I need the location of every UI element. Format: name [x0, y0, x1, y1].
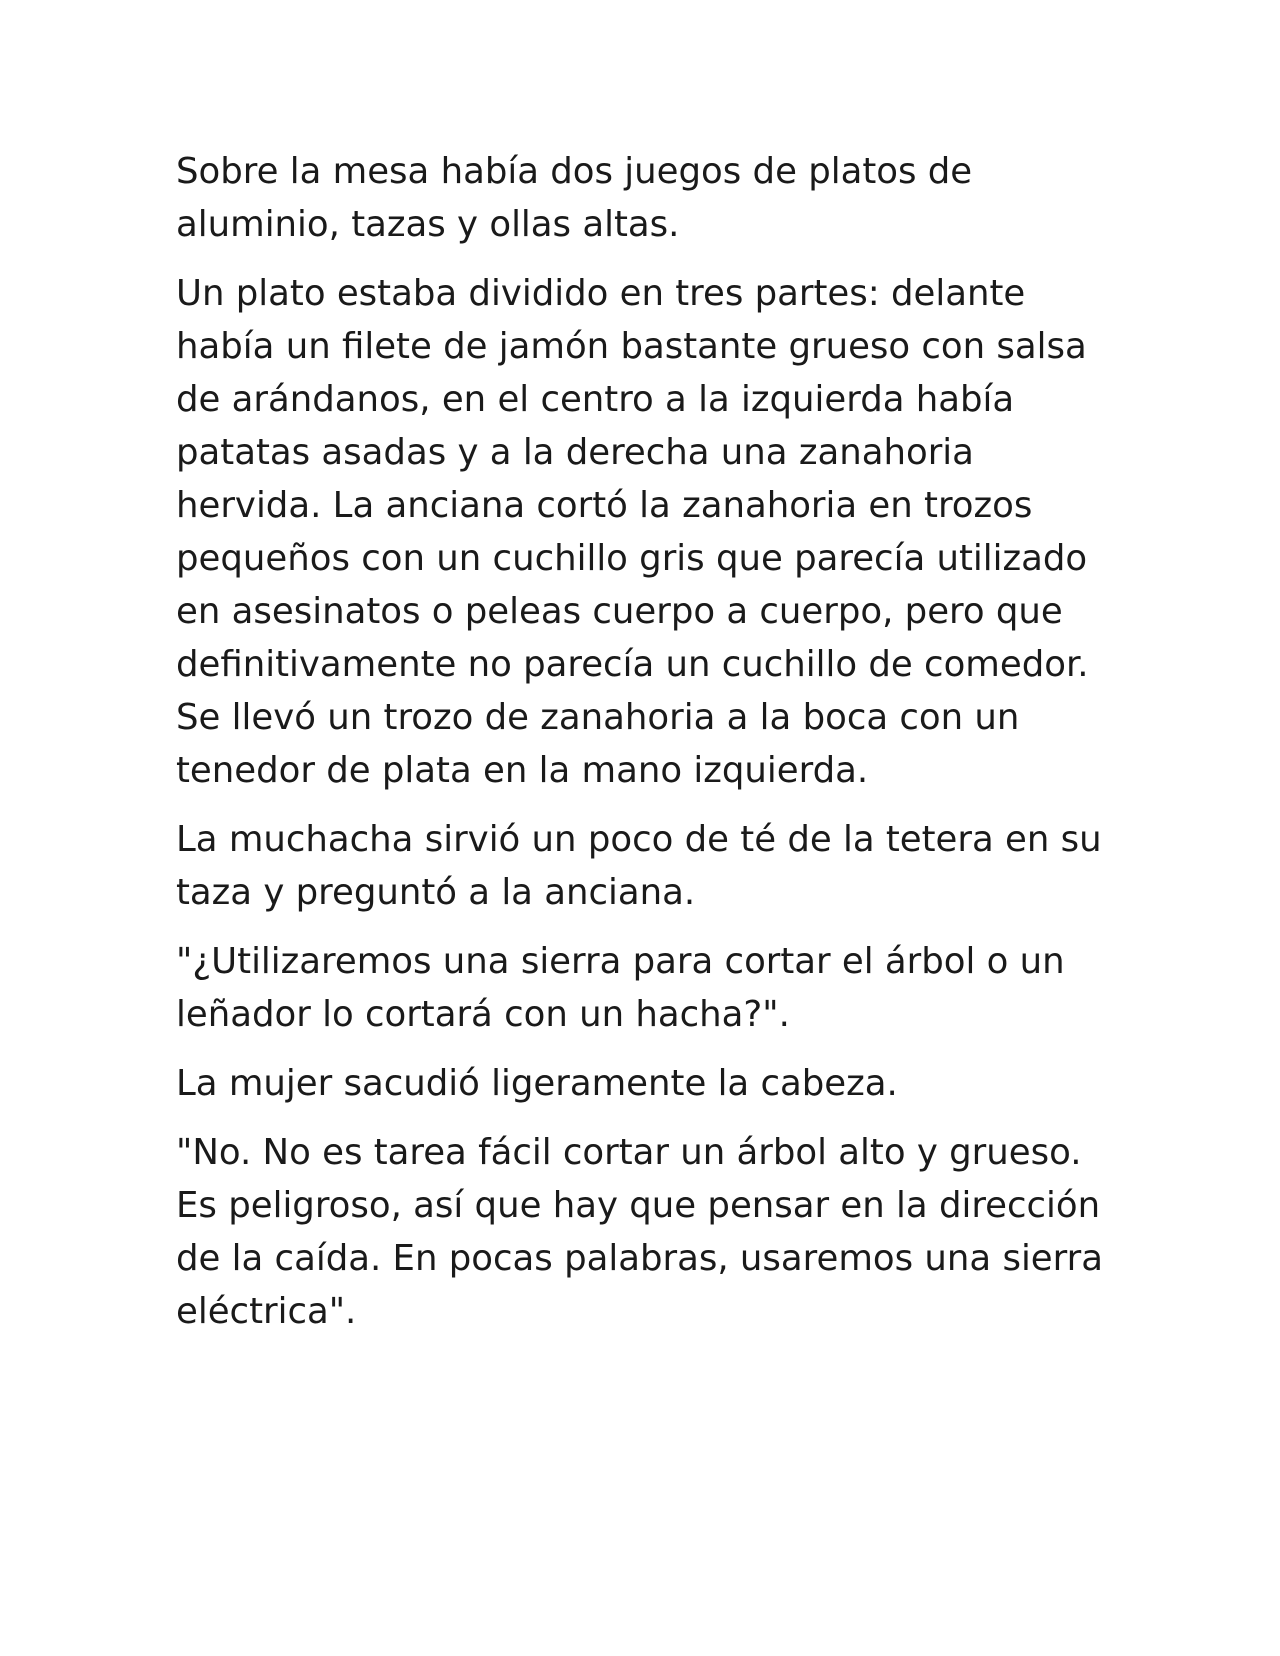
paragraph-2: Un plato estaba dividido en tres partes: delante había un filete de jamón bastante grueso con salsa de arándanos, en el centro a la izquierda había patatas asadas y a la derecha una zanahoria hervida. La anciana cortó la zanahoria en trozos pequeños con un cuchillo gris que parecía utilizado en asesinatos o peleas cuerpo a cuerpo, pero que definitivamente no parecía un cuchillo de comedor. Se llevó un trozo de zanahoria a la boca con un tenedor de plata en la mano izquierda.: [176, 273, 1089, 791]
paragraph-5: La mujer sacudió ligeramente la cabeza.: [176, 1063, 898, 1104]
paragraph-3: La muchacha sirvió un poco de té de la tetera en su taza y preguntó a la anciana.: [176, 819, 1102, 913]
document-page: [176, 145, 1116, 1354]
paragraph-4: "¿Utilizaremos una sierra para cortar el árbol o un leñador lo cortará con un hacha?".: [176, 941, 1065, 1035]
paragraph-1: Sobre la mesa había dos juegos de platos de aluminio, tazas y ollas altas.: [176, 151, 973, 245]
paragraph-6: "No. No es tarea fácil cortar un árbol alto y grueso. Es peligroso, así que hay que pensar en la dirección de la caída. En pocas palabras, usaremos una sierra eléctrica".: [176, 1132, 1103, 1332]
